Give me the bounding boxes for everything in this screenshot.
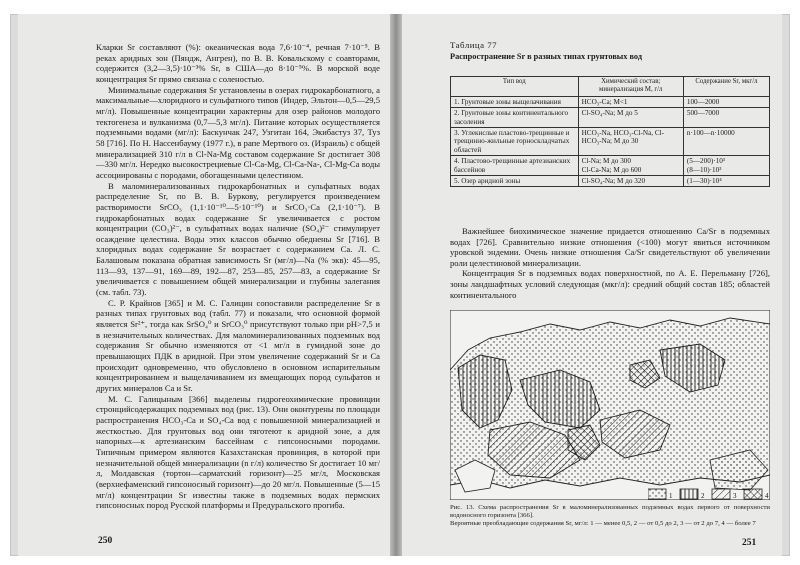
table-title: Распространение Sr в разных типах грунтовых вод: [450, 52, 643, 61]
figure-caption-main: Рис. 13. Схема распространения Sr в маломинерализованных подземных водах первого от поверхности водоносного горизонта [366].: [450, 504, 770, 519]
legend-swatch-3: [712, 489, 730, 499]
left-paragraph-4: С. Р. Крайнов [365] и М. С. Галицин сопоставили распределение Sr в разных типах грунтовых вод (табл. 77) и показали, что основной формой является Sr²⁺, тогда как SrSO₄⁰ и SrCO₃⁰ присутствуют только при pH>7,5 и в незначительных количествах. Для маломинерализованных подземных вод содержания Sr обычно изменяются от <1 мг/л в гумидной зоне до превышающих ПДК в аридной. При этом увеличение содержаний Sr и Ca происходит одновременно, что обусловлено в основном испарительным концентрированием и выщелачиванием из вмещающих пород сульфатов и других минералов Ca и Sr.: [96, 297, 380, 393]
left-paragraph-1: Кларки Sr составляют (%): океаническая вода 7,6·10⁻⁴, речная 7·10⁻⁵. В реках аридных зон (Пяндж, Ангрен), по В. В. Ковальскому с соавторами, содержится (3,2—3,5)·10⁻³% Sr, в США—до 8·10⁻⁵%. В морской воде концентрация Sr прямо связана с соленостью.: [96, 42, 380, 84]
figure-caption: [450, 504, 770, 527]
legend-swatch-1: [648, 489, 666, 499]
table-cell: 4. Пластово-трещинные артезианских бассейнов: [451, 156, 579, 176]
table-header-cell: Тип вод: [451, 77, 579, 97]
table-row: [451, 96, 770, 107]
legend-swatch-4: [744, 489, 762, 499]
left-page-number: 250: [98, 536, 113, 546]
table-cell: n·100—n·10000: [683, 128, 769, 156]
legend-swatches: [648, 488, 776, 500]
right-page: [402, 14, 782, 556]
table-cell: Cl-Na; M до 300 Cl-Ca-Na; M до 600: [578, 156, 683, 176]
table-header-cell: Содержание Sr, мкг/л: [683, 77, 769, 97]
legend-swatch-2: [680, 489, 698, 499]
table-row: [451, 176, 770, 187]
legend-label-3: 3: [733, 492, 737, 500]
right-page-number: 251: [742, 538, 757, 548]
table-cell: 5. Озер аридной зоны: [451, 176, 579, 187]
legend-label-1: 1: [669, 492, 673, 500]
table-cell: 1. Грунтовые зоны выщелачивания: [451, 96, 579, 107]
book-spread: [10, 14, 790, 556]
right-paragraph-1: Важнейшее биохимическое значение придается отношению Ca/Sr в подземных водах [726]. Сравнительно низкие отношения (<100) могут явиться источником уровской эндемии. Очень низкие отношения Ca/Sr свидетельствуют об увеличении роли целестиновой минерализации.: [450, 226, 770, 268]
table-cell: HCO₃-Na, HCO₃-Cl-Na, Cl-HCO₃-Na; M до 30: [578, 128, 683, 156]
left-page-text: [96, 42, 380, 511]
legend-label-2: 2: [701, 492, 705, 500]
right-page-text: [450, 226, 770, 300]
table-label: Таблица 77: [450, 40, 498, 50]
left-paragraph-5: М. С. Галицыным [366] выделены гидрогеохимические провинции стронцийсодержащих подземных вод (рис. 13). Они оконтурены по площади распространения HCO₃-Ca и SO₄-Ca вод с повышенной минерализацией и жесткостью. Для грунтовых вод они тяготеют к аридной зоне, а для напорных—к артезианским бассейнам с гипсоносными породами. Типичным примером являются Казахстанская провинция, в которой при незначительной общей минерализации (n г/л) количество Sr достигает 10 мг/л, Молдавская (тортон—сарматский горизонт)—25 мг/л, Московская (верхнефаменский гипсоносный горизонт)—до 20 мг/л. Повышенные (5—15 мг/л) концентрации Sr известны также в подземных водах пермских гипсоносных пород Русской платформы и Предуральского прогиба.: [96, 393, 380, 511]
table-77: [450, 76, 770, 187]
table-cell: 2. Грунтовые зоны континентального засоления: [451, 108, 579, 128]
table-header-row: [451, 77, 770, 97]
table-row: [451, 128, 770, 156]
table-row: [451, 108, 770, 128]
map-legend: [648, 488, 776, 500]
table-cell: (5—200)·10³ (8—10)·10³: [683, 156, 769, 176]
table-cell: (1—30)·10⁴: [683, 176, 769, 187]
table-header-cell: Химический состав; минерализация М, г/л: [578, 77, 683, 97]
table-cell: 3. Углекислые пластово-трещинные и трещинно-жильные горноскладчатых областей: [451, 128, 579, 156]
left-paragraph-3: В маломинерализованных гидрокарбонатных и сульфатных водах распределение Sr, по В. В. Буркову, регулируется произведением растворимости SrCO₃ (1,1·10⁻¹⁰—5·10⁻¹⁰) и SrCO₃·Ca (2,1·10⁻⁷). В гидрокарбонатных водах содержание Sr увеличивается с ростом концентрации (CO₃)²⁻, в сульфатных водах наличие (SO₄)²⁻ стимулирует осаждение целестина. Воды этих классов обычно обеднены Sr [716]. В хлоридных водах содержание Sr возрастает с содержанием Ca. Л. С. Балашовым показана обратная зависимость Sr (мг/л)—Na (% экв): 45—95, 113—93, 137—91, 169—89, 192—87, 253—85, 257—83, а содержание Sr увеличивается с повышением общей минерализации и глубины залегания (см. табл. 73).: [96, 180, 380, 298]
table-cell: 100—2000: [683, 96, 769, 107]
book-gutter: [390, 14, 402, 556]
table-row: [451, 156, 770, 176]
left-paragraph-2: Минимальные содержания Sr установлены в озерах гидрокарбонатного, а максимальные—хлоридного и сульфатного типов (Индер, Эльтон—0,5—29,5 мг/л). Повышенные концентрации характерны для озер районов молодого тектогенеза и вулканизма (0,7—5,3 мг/л). Питание которых осуществляется подземными водами (мг/л): Баскунчак 247, Узгитан 164, Экибастуз 37, Туз 58 [716]. По Н. Нассенбауму (1977 г.), в рапе Мертвого оз. (Израиль) с общей минерализацией 310 г/л в Cl-Na-Mg составом содержание Sr достигает 308—330 мг/л. Нередко высокострециевые Cl-Ca-Mg, Cl-Ca-Na-, Cl-Mg-Ca воды ассоциированы с породами, обогащенными целестином.: [96, 84, 380, 180]
table-cell: Cl-SO₄-Na; M до 320: [578, 176, 683, 187]
table-cell: 500—7000: [683, 108, 769, 128]
strontium-distribution-map: [450, 310, 770, 500]
figure-caption-note: Вероятные преобладающие содержания Sr, мг/л: 1 — менее 0,5, 2 — от 0,5 до 2, 3 — от 2 до 7, 4 — более 7: [450, 519, 756, 527]
right-paragraph-2: Концентрация Sr в подземных водах поверхностной, по А. Е. Перельману [726], зоны ландшафтных условий следующая (мкг/л): средний общий состав 185; областей континентального: [450, 268, 770, 300]
table-cell: Cl-SO₄-Na; M до 5: [578, 108, 683, 128]
legend-label-4: 4: [765, 492, 769, 500]
left-page: [18, 14, 390, 556]
table-cell: HCO₃-Ca; M<1: [578, 96, 683, 107]
